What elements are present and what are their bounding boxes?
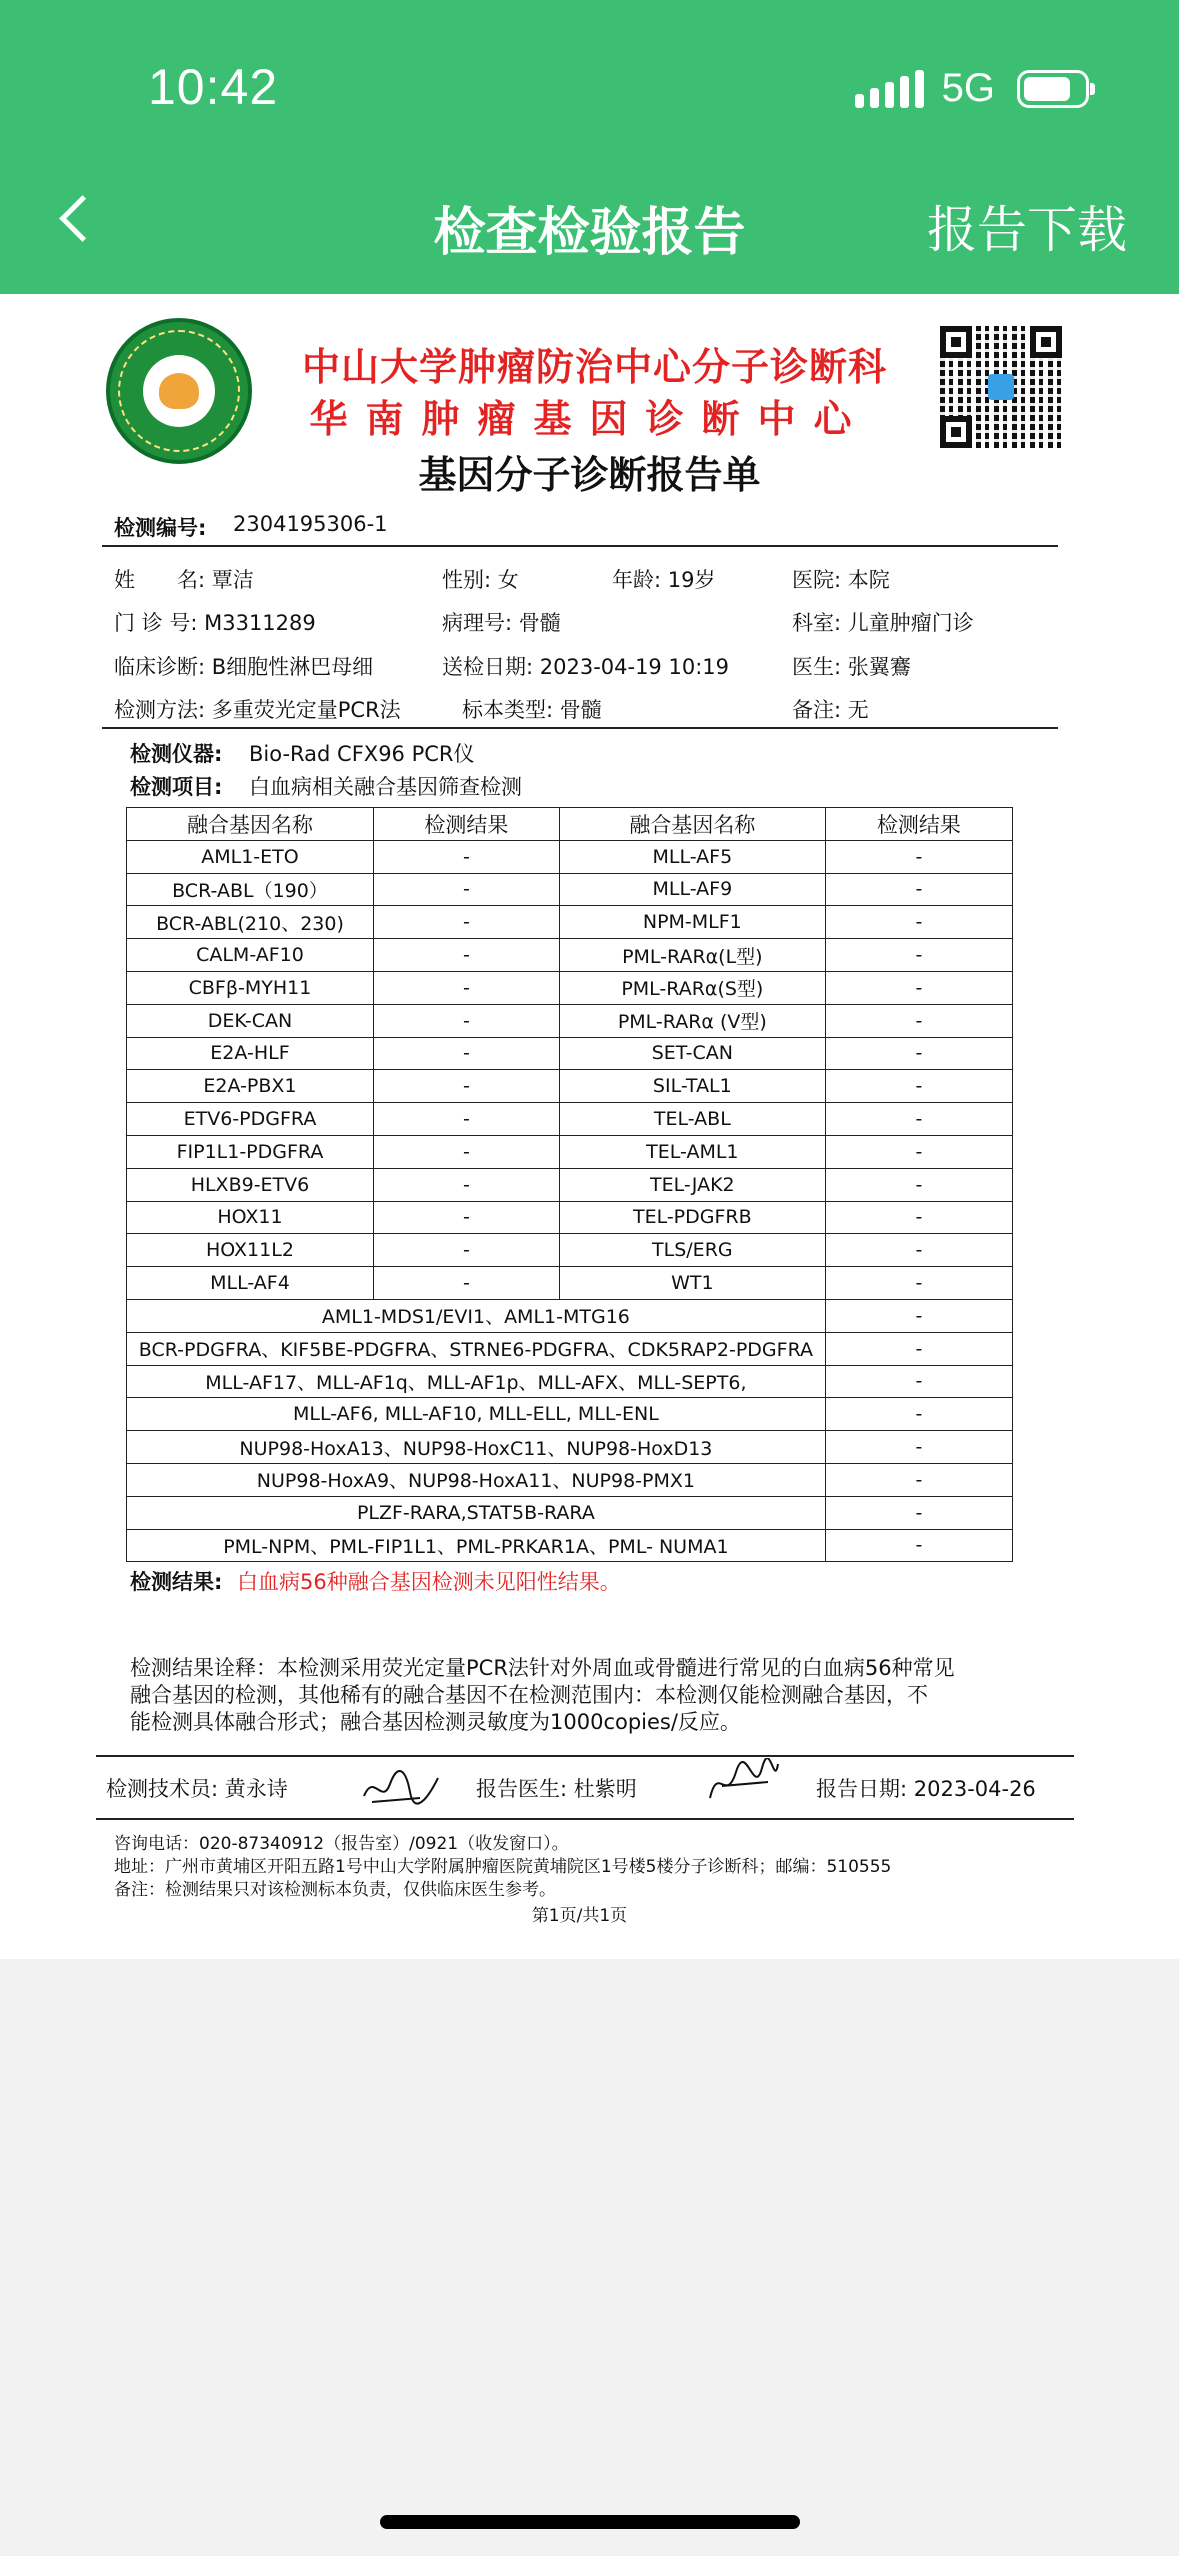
result-value: 白血病56种融合基因检测未见阳性结果。 [237, 1570, 621, 1594]
result-cell: - [825, 1431, 1012, 1464]
gene-name-cell: MLL-AF5 [559, 840, 825, 873]
table-row [127, 1234, 1013, 1267]
gene-name-cell: MLL-AF6, MLL-AF10, MLL-ELL, MLL-ENL [127, 1398, 826, 1431]
table-row [127, 840, 1013, 873]
patient-name: 姓 名: 覃洁 [114, 568, 254, 592]
divider [102, 545, 1058, 547]
gene-name-cell: HOX11 [127, 1201, 374, 1234]
result-interpretation [130, 1655, 1060, 1736]
result-cell: - [825, 1234, 1012, 1267]
table-row [127, 1135, 1013, 1168]
org-name-line2: 华南肿瘤基因诊断中心 [309, 397, 870, 441]
result-cell: - [825, 1004, 1012, 1037]
table-row [127, 1463, 1013, 1496]
gene-name-cell: SET-CAN [559, 1037, 825, 1070]
result-cell: - [373, 1168, 559, 1201]
result-cell: - [825, 1365, 1012, 1398]
patient-sex: 性别: 女 [442, 568, 519, 592]
result-cell: - [825, 906, 1012, 939]
gene-name-cell: HLXB9-ETV6 [127, 1168, 374, 1201]
gene-name-cell: ETV6-PDGFRA [127, 1103, 374, 1136]
gene-name-cell: NUP98-HoxA13、NUP98-HoxC11、NUP98-HoxD13 [127, 1431, 826, 1464]
gene-name-cell: SIL-TAL1 [559, 1070, 825, 1103]
result-cell: - [825, 873, 1012, 906]
remark: 备注: 无 [792, 698, 869, 722]
result-cell: - [373, 873, 559, 906]
gene-name-cell: MLL-AF17、MLL-AF1q、MLL-AF1p、MLL-AFX、MLL-SEPT6, [127, 1365, 826, 1398]
gene-name-cell: WT1 [559, 1267, 825, 1300]
result-cell: - [825, 1168, 1012, 1201]
result-cell: - [825, 1332, 1012, 1365]
column-header: 检测结果 [373, 808, 559, 841]
result-cell: - [373, 1201, 559, 1234]
table-row [127, 1267, 1013, 1300]
gene-name-cell: TEL-JAK2 [559, 1168, 825, 1201]
result-cell: - [825, 1037, 1012, 1070]
table-row [127, 1332, 1013, 1365]
result-cell: - [825, 1201, 1012, 1234]
gene-name-cell: AML1-MDS1/EVI1、AML1-MTG16 [127, 1299, 826, 1332]
result-cell: - [825, 939, 1012, 972]
test-item-label: 检测项目: [130, 775, 223, 799]
gene-name-cell: TEL-PDGFRB [559, 1201, 825, 1234]
test-item-value: 白血病相关融合基因筛查检测 [249, 775, 522, 799]
technician: 检测技术员: 黄永诗 [106, 1777, 288, 1801]
org-name-line1: 中山大学肿瘤防治中心分子诊断科 [301, 345, 887, 389]
gene-name-cell: TLS/ERG [559, 1234, 825, 1267]
table-header-row [127, 808, 1013, 841]
fusion-gene-table [126, 807, 1013, 1562]
gene-name-cell: E2A-HLF [127, 1037, 374, 1070]
doctor-signature [702, 1758, 782, 1808]
table-row [127, 1103, 1013, 1136]
footer-remark: 备注：检测结果只对该检测标本负责，仅供临床医生参考。 [114, 1880, 556, 1900]
result-cell: - [825, 1398, 1012, 1431]
note-line: 能检测具体融合形式；融合基因检测灵敏度为1000copies/反应。 [130, 1710, 741, 1734]
gene-name-cell: PML-NPM、PML-FIP1L1、PML-PRKAR1A、PML- NUMA1 [127, 1529, 826, 1562]
gene-name-cell: CALM-AF10 [127, 939, 374, 972]
table-row [127, 1431, 1013, 1464]
gene-name-cell: PLZF-RARA,STAT5B-RARA [127, 1496, 826, 1529]
result-cell: - [373, 906, 559, 939]
note-line: 检测结果诠释：本检测采用荧光定量PCR法针对外周血或骨髓进行常见的白血病56种常见 [130, 1656, 955, 1680]
table-row [127, 971, 1013, 1004]
result-cell: - [825, 840, 1012, 873]
result-cell: - [373, 1004, 559, 1037]
gene-name-cell: MLL-AF4 [127, 1267, 374, 1300]
gene-name-cell: NUP98-HoxA9、NUP98-HoxA11、NUP98-PMX1 [127, 1463, 826, 1496]
report-doctor: 报告医生: 杜紫明 [476, 1777, 637, 1801]
page-title: 检查检验报告 [433, 203, 746, 263]
patient-age: 年龄: 19岁 [612, 568, 716, 592]
result-cell: - [373, 1070, 559, 1103]
gene-name-cell: NPM-MLF1 [559, 906, 825, 939]
technician-signature [360, 1762, 442, 1812]
signal-icon [855, 70, 924, 108]
table-row [127, 1529, 1013, 1562]
table-row [127, 873, 1013, 906]
report-date: 报告日期: 2023-04-26 [816, 1777, 1036, 1801]
result-cell: - [825, 971, 1012, 1004]
table-row [127, 1398, 1013, 1431]
column-header: 融合基因名称 [559, 808, 825, 841]
doctor: 医生: 张翼鶱 [792, 655, 911, 679]
divider [96, 1755, 1074, 1757]
gene-name-cell: E2A-PBX1 [127, 1070, 374, 1103]
gene-name-cell: AML1-ETO [127, 840, 374, 873]
gene-name-cell: BCR-PDGFRA、KIF5BE-PDGFRA、STRNE6-PDGFRA、CDK5RAP2-PDGFRA [127, 1332, 826, 1365]
result-cell: - [825, 1070, 1012, 1103]
gene-name-cell: FIP1L1-PDGFRA [127, 1135, 374, 1168]
footer-contact: 咨询电话：020-87340912（报告室）/0921（收发窗口）。 [114, 1834, 569, 1854]
status-time: 10:42 [148, 59, 279, 115]
result-cell: - [373, 971, 559, 1004]
patient-hospital: 医院: 本院 [792, 568, 890, 592]
qr-code [940, 326, 1062, 448]
result-label: 检测结果: [130, 1570, 223, 1594]
table-row [127, 1201, 1013, 1234]
report-title: 基因分子诊断报告单 [418, 453, 761, 497]
table-row [127, 1299, 1013, 1332]
instrument-value: Bio-Rad CFX96 PCR仪 [249, 742, 475, 766]
gene-name-cell: DEK-CAN [127, 1004, 374, 1037]
table-row [127, 906, 1013, 939]
column-header: 融合基因名称 [127, 808, 374, 841]
sample-type: 标本类型: 骨髓 [462, 698, 602, 722]
result-cell: - [825, 1529, 1012, 1562]
clinical-diagnosis: 临床诊断: B细胞性淋巴母细 [114, 655, 374, 679]
divider [96, 1818, 1074, 1820]
table-row [127, 939, 1013, 972]
result-cell: - [825, 1496, 1012, 1529]
battery-icon [1017, 70, 1089, 108]
gene-name-cell: PML-RARα(L型) [559, 939, 825, 972]
department: 科室: 儿童肿瘤门诊 [792, 611, 974, 635]
network-type: 5G [941, 66, 995, 110]
home-indicator[interactable] [380, 2515, 800, 2529]
outpatient-number: 门 诊 号: M3311289 [114, 611, 316, 635]
table-row [127, 1168, 1013, 1201]
table-row [127, 1004, 1013, 1037]
divider [102, 727, 1058, 729]
gene-name-cell: BCR-ABL(210、230) [127, 906, 374, 939]
result-cell: - [373, 1037, 559, 1070]
gene-name-cell: HOX11L2 [127, 1234, 374, 1267]
table-row [127, 1496, 1013, 1529]
gene-name-cell: CBFβ-MYH11 [127, 971, 374, 1004]
note-line: 融合基因的检测，其他稀有的融合基因不在检测范围内：本检测仅能检测融合基因，不 [130, 1683, 928, 1707]
download-report-button[interactable]: 报告下载 [927, 201, 1127, 259]
status-icons [855, 66, 1089, 111]
top-bar [0, 0, 1179, 294]
table-row [127, 1037, 1013, 1070]
result-cell: - [373, 840, 559, 873]
page-number: 第1页/共1页 [531, 1906, 628, 1926]
result-cell: - [373, 1267, 559, 1300]
pathology-number: 病理号: 骨髓 [442, 611, 561, 635]
result-cell: - [373, 1234, 559, 1267]
instrument-label: 检测仪器: [130, 742, 223, 766]
report-id-label: 检测编号: [114, 516, 207, 540]
gene-name-cell: PML-RARα(S型) [559, 971, 825, 1004]
test-method: 检测方法: 多重荧光定量PCR法 [114, 698, 401, 722]
gene-name-cell: TEL-ABL [559, 1103, 825, 1136]
result-cell: - [825, 1267, 1012, 1300]
send-date: 送检日期: 2023-04-19 10:19 [442, 655, 729, 679]
result-cell: - [825, 1463, 1012, 1496]
result-cell: - [825, 1135, 1012, 1168]
result-cell: - [373, 939, 559, 972]
footer-address: 地址：广州市黄埔区开阳五路1号中山大学附属肿瘤医院黄埔院区1号楼5楼分子诊断科；邮编：510555 [114, 1857, 892, 1877]
gene-name-cell: PML-RARα (V型) [559, 1004, 825, 1037]
report-id-value: 2304195306-1 [233, 512, 388, 536]
gene-name-cell: BCR-ABL（190） [127, 873, 374, 906]
result-cell: - [373, 1103, 559, 1136]
column-header: 检测结果 [825, 808, 1012, 841]
table-row [127, 1365, 1013, 1398]
table-row [127, 1070, 1013, 1103]
result-cell: - [373, 1135, 559, 1168]
gene-name-cell: MLL-AF9 [559, 873, 825, 906]
result-cell: - [825, 1299, 1012, 1332]
gene-name-cell: TEL-AML1 [559, 1135, 825, 1168]
result-cell: - [825, 1103, 1012, 1136]
